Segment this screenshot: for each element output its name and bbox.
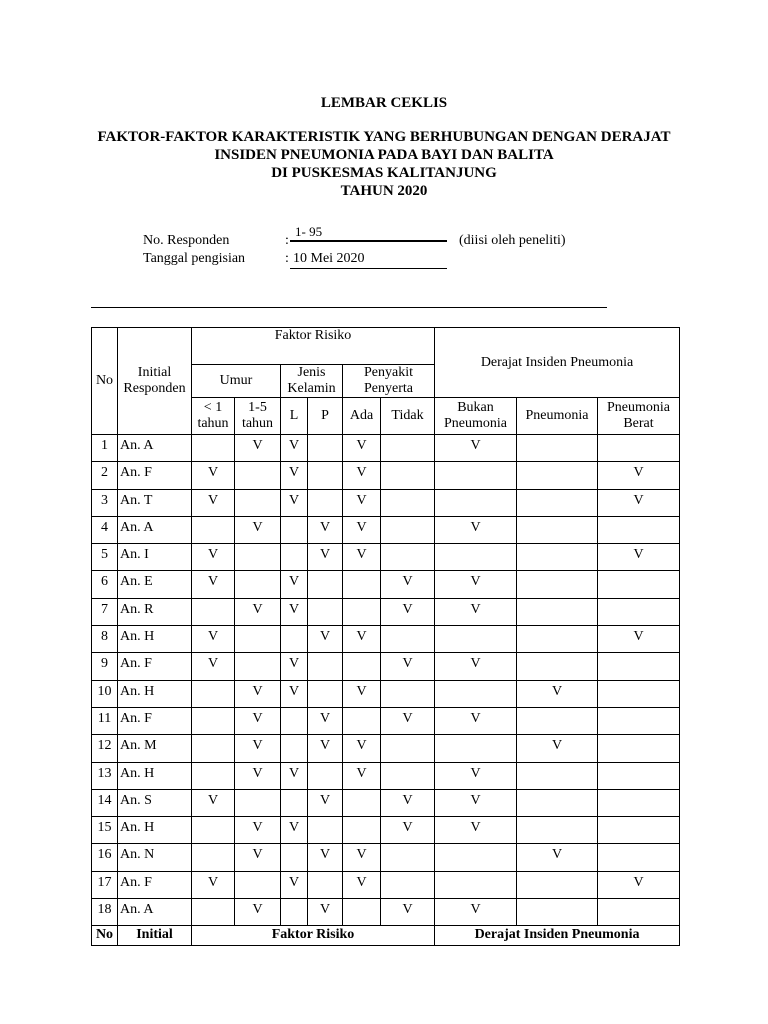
check-cell: V — [343, 516, 381, 543]
check-cell — [517, 435, 598, 462]
check-cell — [598, 817, 680, 844]
check-cell — [435, 489, 517, 516]
tanggal-colon: : — [285, 251, 289, 266]
row-initial: An. I — [118, 544, 192, 571]
check-cell — [598, 844, 680, 871]
check-cell: V — [308, 626, 343, 653]
check-cell: V — [308, 544, 343, 571]
check-cell — [598, 680, 680, 707]
row-initial: An. H — [118, 817, 192, 844]
check-cell — [343, 789, 381, 816]
header-initial-responden: Initial Responden — [118, 328, 192, 435]
table-row — [92, 844, 680, 871]
check-cell: V — [281, 653, 308, 680]
check-cell: V — [343, 435, 381, 462]
row-initial: An. F — [118, 707, 192, 734]
check-cell: V — [598, 489, 680, 516]
footer-faktor-risiko: Faktor Risiko — [192, 926, 435, 946]
separator-line — [91, 307, 607, 308]
tanggal-label: Tanggal pengisian — [143, 251, 246, 266]
footer-initial: Initial — [118, 926, 192, 946]
check-cell — [435, 871, 517, 898]
check-cell — [381, 462, 435, 489]
check-cell: V — [343, 680, 381, 707]
check-cell: V — [435, 817, 517, 844]
check-cell — [517, 516, 598, 543]
check-cell: V — [192, 462, 235, 489]
check-cell: V — [308, 707, 343, 734]
row-number: 7 — [92, 598, 118, 625]
table-row — [92, 626, 680, 653]
row-number: 3 — [92, 489, 118, 516]
check-cell — [343, 653, 381, 680]
row-number: 13 — [92, 762, 118, 789]
check-cell — [598, 762, 680, 789]
check-cell: V — [343, 762, 381, 789]
header-pneumonia-berat: Pneumonia Berat — [598, 398, 680, 435]
check-cell — [308, 435, 343, 462]
check-cell: V — [281, 762, 308, 789]
check-cell — [281, 707, 308, 734]
check-cell — [517, 544, 598, 571]
check-cell: V — [343, 489, 381, 516]
row-number: 8 — [92, 626, 118, 653]
row-number: 9 — [92, 653, 118, 680]
check-cell: V — [235, 762, 281, 789]
check-cell: V — [235, 735, 281, 762]
check-cell: V — [281, 462, 308, 489]
table-row — [92, 489, 680, 516]
check-cell — [517, 462, 598, 489]
check-cell: V — [192, 626, 235, 653]
header-laki-laki: L — [281, 398, 308, 435]
row-initial: An. E — [118, 571, 192, 598]
check-cell — [308, 571, 343, 598]
header-umur-1-5: 1-5 tahun — [235, 398, 281, 435]
row-number: 10 — [92, 680, 118, 707]
check-cell: V — [281, 871, 308, 898]
check-cell — [192, 762, 235, 789]
table-row — [92, 598, 680, 625]
check-cell: V — [343, 462, 381, 489]
row-initial: An. T — [118, 489, 192, 516]
check-cell — [192, 844, 235, 871]
check-cell — [598, 598, 680, 625]
row-initial: An. H — [118, 626, 192, 653]
check-cell: V — [381, 653, 435, 680]
header-pneumonia: Pneumonia — [517, 398, 598, 435]
header-faktor-risiko: Faktor Risiko — [192, 328, 435, 365]
header-perempuan: P — [308, 398, 343, 435]
check-cell — [281, 626, 308, 653]
check-cell: V — [517, 680, 598, 707]
check-cell — [192, 435, 235, 462]
check-cell: V — [281, 598, 308, 625]
tanggal-underline — [290, 268, 447, 269]
check-cell: V — [381, 817, 435, 844]
check-cell: V — [281, 817, 308, 844]
check-cell: V — [308, 516, 343, 543]
check-cell: V — [435, 899, 517, 926]
check-cell: V — [192, 871, 235, 898]
check-cell — [281, 899, 308, 926]
check-cell: V — [235, 435, 281, 462]
row-number: 2 — [92, 462, 118, 489]
table-row — [92, 817, 680, 844]
no-responden-underline — [290, 240, 447, 242]
row-number: 18 — [92, 899, 118, 926]
check-cell — [517, 598, 598, 625]
table-row — [92, 707, 680, 734]
check-cell: V — [308, 789, 343, 816]
check-cell: V — [308, 899, 343, 926]
table-row — [92, 735, 680, 762]
check-cell: V — [517, 735, 598, 762]
check-cell — [308, 653, 343, 680]
row-initial: An. H — [118, 680, 192, 707]
row-initial: An. F — [118, 462, 192, 489]
check-cell — [517, 489, 598, 516]
check-cell — [598, 707, 680, 734]
check-cell: V — [435, 516, 517, 543]
check-cell: V — [381, 571, 435, 598]
check-cell — [517, 626, 598, 653]
check-cell — [517, 871, 598, 898]
check-cell — [598, 735, 680, 762]
check-cell — [192, 817, 235, 844]
check-cell — [308, 598, 343, 625]
check-cell — [598, 435, 680, 462]
row-number: 16 — [92, 844, 118, 871]
check-cell: V — [343, 844, 381, 871]
check-cell — [381, 844, 435, 871]
check-cell: V — [435, 571, 517, 598]
check-cell — [281, 544, 308, 571]
row-initial: An. F — [118, 871, 192, 898]
check-cell: V — [435, 653, 517, 680]
subtitle-line-4: TAHUN 2020 — [340, 183, 428, 199]
table-row — [92, 789, 680, 816]
header-jenis-kelamin: Jenis Kelamin — [281, 365, 343, 398]
check-cell: V — [343, 871, 381, 898]
check-cell — [517, 707, 598, 734]
check-cell: V — [435, 598, 517, 625]
check-cell: V — [381, 899, 435, 926]
check-cell: V — [308, 735, 343, 762]
check-cell — [517, 817, 598, 844]
header-umur-lt1: < 1 tahun — [192, 398, 235, 435]
check-cell — [381, 435, 435, 462]
check-cell: V — [192, 544, 235, 571]
check-cell — [435, 680, 517, 707]
check-cell — [381, 544, 435, 571]
check-cell — [308, 680, 343, 707]
row-initial: An. S — [118, 789, 192, 816]
check-cell: V — [308, 844, 343, 871]
check-cell — [235, 789, 281, 816]
check-cell — [308, 489, 343, 516]
check-cell — [381, 516, 435, 543]
check-cell: V — [435, 435, 517, 462]
check-cell — [235, 653, 281, 680]
row-number: 11 — [92, 707, 118, 734]
check-cell: V — [381, 598, 435, 625]
check-cell: V — [281, 489, 308, 516]
check-cell: V — [435, 789, 517, 816]
check-cell — [381, 735, 435, 762]
check-cell — [192, 680, 235, 707]
check-cell — [381, 489, 435, 516]
row-number: 5 — [92, 544, 118, 571]
check-cell — [192, 707, 235, 734]
check-cell — [281, 789, 308, 816]
check-cell — [308, 871, 343, 898]
check-cell: V — [343, 735, 381, 762]
check-cell: V — [598, 544, 680, 571]
check-cell: V — [435, 707, 517, 734]
table-row — [92, 435, 680, 462]
header-penyakit-penyerta: Penyakit Penyerta — [343, 365, 435, 398]
tanggal-value: 10 Mei 2020 — [293, 251, 365, 266]
check-cell — [381, 680, 435, 707]
check-cell — [598, 899, 680, 926]
header-umur: Umur — [192, 365, 281, 398]
check-cell: V — [235, 516, 281, 543]
check-cell: V — [192, 653, 235, 680]
check-cell — [435, 462, 517, 489]
check-cell — [281, 516, 308, 543]
check-cell: V — [598, 626, 680, 653]
check-cell — [381, 762, 435, 789]
check-cell — [235, 871, 281, 898]
check-cell — [381, 871, 435, 898]
check-cell — [281, 844, 308, 871]
check-cell — [192, 598, 235, 625]
row-initial: An. R — [118, 598, 192, 625]
row-number: 14 — [92, 789, 118, 816]
table-row — [92, 653, 680, 680]
table-row — [92, 571, 680, 598]
check-cell — [308, 462, 343, 489]
row-number: 6 — [92, 571, 118, 598]
row-number: 4 — [92, 516, 118, 543]
check-cell — [517, 762, 598, 789]
check-cell: V — [192, 571, 235, 598]
check-cell — [435, 544, 517, 571]
row-number: 15 — [92, 817, 118, 844]
check-cell: V — [235, 707, 281, 734]
row-initial: An. A — [118, 899, 192, 926]
header-ada: Ada — [343, 398, 381, 435]
header-bukan-pneumonia: Bukan Pneumonia — [435, 398, 517, 435]
check-cell: V — [435, 762, 517, 789]
row-initial: An. N — [118, 844, 192, 871]
check-cell: V — [192, 489, 235, 516]
table-row — [92, 871, 680, 898]
no-responden-label: No. Responden — [143, 233, 230, 248]
checklist-table — [91, 327, 680, 946]
no-responden-colon: : — [285, 233, 289, 248]
check-cell — [235, 489, 281, 516]
table-row — [92, 516, 680, 543]
check-cell: V — [192, 789, 235, 816]
row-number: 17 — [92, 871, 118, 898]
check-cell — [192, 735, 235, 762]
check-cell: V — [281, 571, 308, 598]
check-cell — [598, 516, 680, 543]
table-row — [92, 544, 680, 571]
header-no: No — [92, 328, 118, 435]
header-tidak: Tidak — [381, 398, 435, 435]
check-cell — [435, 626, 517, 653]
table-row — [92, 680, 680, 707]
check-cell — [517, 653, 598, 680]
check-cell — [517, 571, 598, 598]
footer-no: No — [92, 926, 118, 946]
row-number: 1 — [92, 435, 118, 462]
row-initial: An. H — [118, 762, 192, 789]
check-cell — [235, 462, 281, 489]
check-cell: V — [235, 680, 281, 707]
check-cell — [308, 762, 343, 789]
check-cell — [343, 598, 381, 625]
footer-derajat: Derajat Insiden Pneumonia — [435, 926, 680, 946]
table-row — [92, 462, 680, 489]
check-cell: V — [281, 435, 308, 462]
check-cell: V — [235, 899, 281, 926]
check-cell: V — [235, 817, 281, 844]
check-cell: V — [598, 871, 680, 898]
row-initial: An. F — [118, 653, 192, 680]
check-cell — [343, 571, 381, 598]
check-cell: V — [343, 626, 381, 653]
subtitle-line-1: FAKTOR-FAKTOR KARAKTERISTIK YANG BERHUBUNGAN DENGAN DERAJAT — [97, 129, 671, 145]
document-title: LEMBAR CEKLIS — [320, 95, 448, 111]
table-row — [92, 899, 680, 926]
check-cell — [343, 899, 381, 926]
check-cell — [235, 571, 281, 598]
no-responden-note: (diisi oleh peneliti) — [459, 233, 566, 248]
header-derajat-insiden: Derajat Insiden Pneumonia — [435, 328, 680, 398]
subtitle-line-2: INSIDEN PNEUMONIA PADA BAYI DAN BALITA — [214, 147, 554, 163]
check-cell: V — [381, 789, 435, 816]
check-cell — [308, 817, 343, 844]
row-initial: An. A — [118, 435, 192, 462]
check-cell: V — [598, 462, 680, 489]
check-cell — [381, 626, 435, 653]
check-cell — [281, 735, 308, 762]
check-cell: V — [235, 844, 281, 871]
check-cell: V — [343, 544, 381, 571]
check-cell: V — [517, 844, 598, 871]
check-cell — [598, 789, 680, 816]
subtitle-line-3: DI PUSKESMAS KALITANJUNG — [271, 165, 497, 181]
check-cell: V — [235, 598, 281, 625]
check-cell: V — [381, 707, 435, 734]
check-cell — [517, 789, 598, 816]
check-cell — [435, 844, 517, 871]
row-initial: An. M — [118, 735, 192, 762]
check-cell — [435, 735, 517, 762]
check-cell — [598, 571, 680, 598]
check-cell — [235, 544, 281, 571]
check-cell — [235, 626, 281, 653]
check-cell — [192, 516, 235, 543]
row-number: 12 — [92, 735, 118, 762]
check-cell — [598, 653, 680, 680]
no-responden-value: 1- 95 — [295, 224, 323, 239]
check-cell — [343, 817, 381, 844]
table-row — [92, 762, 680, 789]
check-cell — [517, 899, 598, 926]
row-initial: An. A — [118, 516, 192, 543]
check-cell — [192, 899, 235, 926]
check-cell: V — [281, 680, 308, 707]
check-cell — [343, 707, 381, 734]
